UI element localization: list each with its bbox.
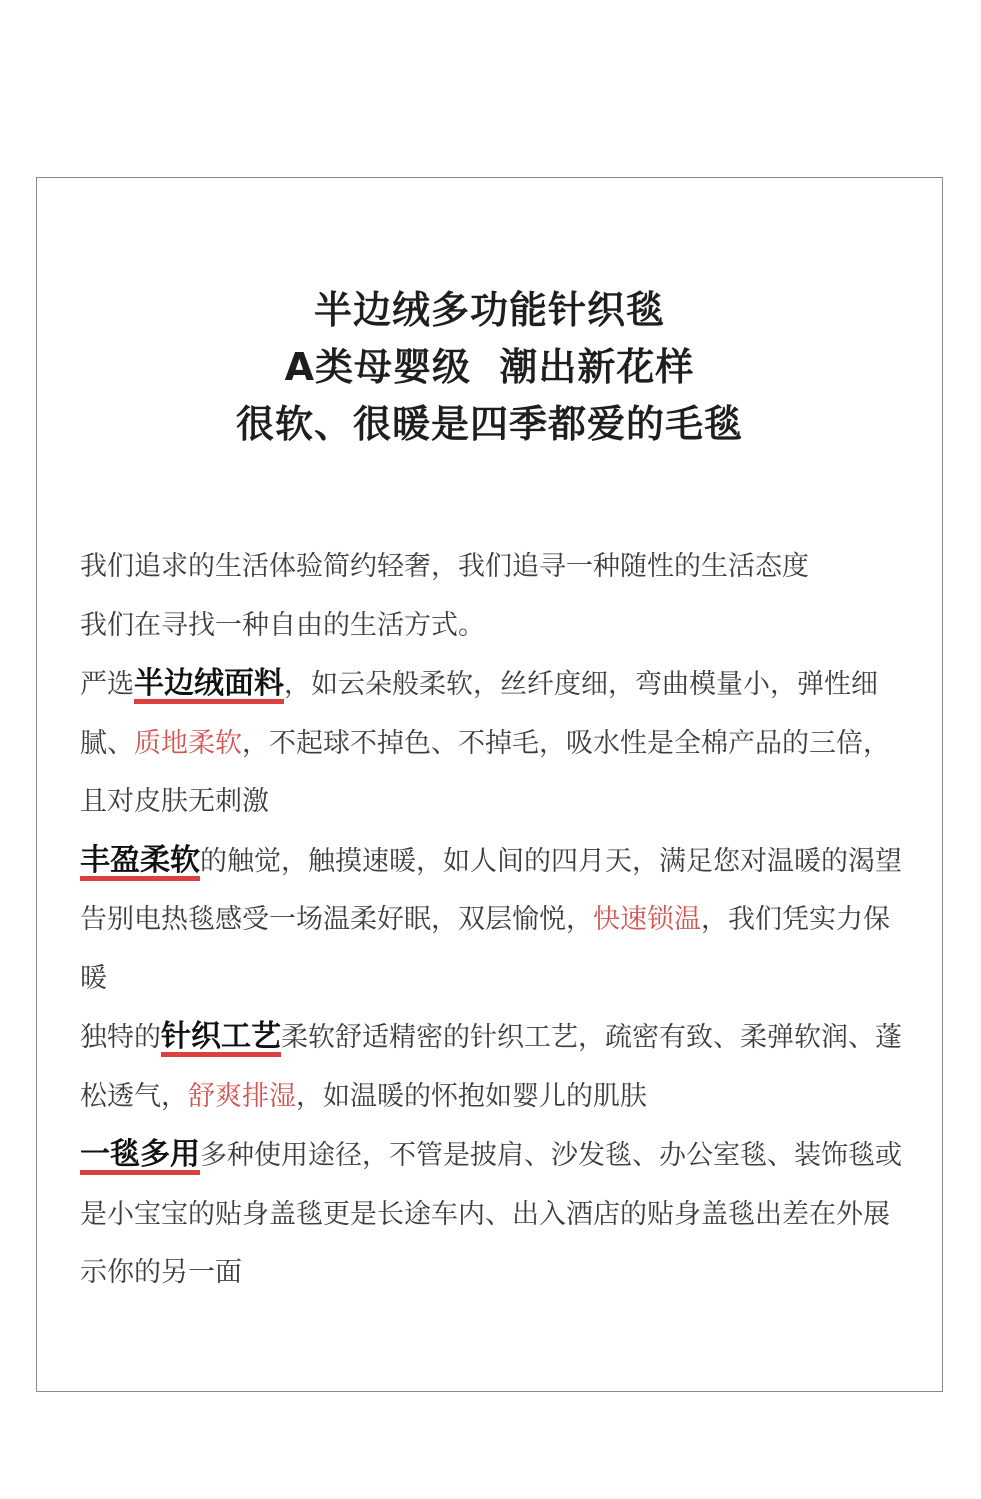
section-fabric-text-b: ，不起球不掉色、不掉毛，吸水性是全棉产品的三倍，且对皮肤无刺激 (80, 727, 890, 817)
section-fabric (80, 655, 904, 832)
section-knit (80, 1008, 904, 1126)
section-knit-highlight: 针织工艺 (161, 1019, 281, 1054)
section-knit-prefix: 独特的 (80, 1022, 161, 1053)
section-soft-red: 快速锁温 (593, 904, 701, 935)
body-text (80, 538, 904, 1303)
title-line-1: 半边绒多功能针织毯 (313, 288, 665, 332)
title-line-2: A类母婴级 潮出新花样 (284, 345, 695, 389)
section-multi-highlight: 一毯多用 (80, 1137, 200, 1172)
section-knit-text-b: ，如温暖的怀抱如婴儿的肌肤 (296, 1080, 647, 1112)
section-soft-text-b: ，我们凭实力保暖 (80, 904, 890, 994)
title-line-3: 很软、很暖是四季都爱的毛毯 (235, 402, 743, 446)
section-multi (80, 1126, 904, 1303)
section-soft-text-a: 的触觉，触摸速暖，如人间的四月天，满足您对温暖的渴望告别电热毯感受一场温柔好眠，双层愉悦， (80, 845, 902, 935)
section-fabric-text-a: ，如云朵般柔软，丝纤度细，弯曲模量小，弹性细腻、 (80, 669, 878, 759)
section-soft (80, 832, 904, 1009)
section-soft-highlight: 丰盈柔软 (80, 842, 200, 878)
section-multi-text-a: 多种使用途径，不管是披肩、沙发毯、办公室毯、装饰毯或是小宝宝的贴身盖毯更是长途车内、出入酒店的贴身盖毯出差在外展示你的另一面 (80, 1140, 902, 1288)
section-fabric-highlight: 半边绒面料 (134, 666, 284, 701)
intro-line-1: 我们追求的生活体验简约轻奢，我们追寻一种随性的生活态度 (80, 551, 809, 582)
section-fabric-prefix: 严选 (80, 669, 134, 700)
intro-line-2: 我们在寻找一种自由的生活方式。 (80, 609, 485, 641)
title-block (36, 282, 943, 453)
section-fabric-red: 质地柔软 (134, 727, 242, 759)
section-knit-red: 舒爽排湿 (188, 1080, 296, 1112)
section-knit-text-a: 柔软舒适精密的针织工艺，疏密有致、柔弹软润、蓬松透气， (80, 1022, 902, 1112)
